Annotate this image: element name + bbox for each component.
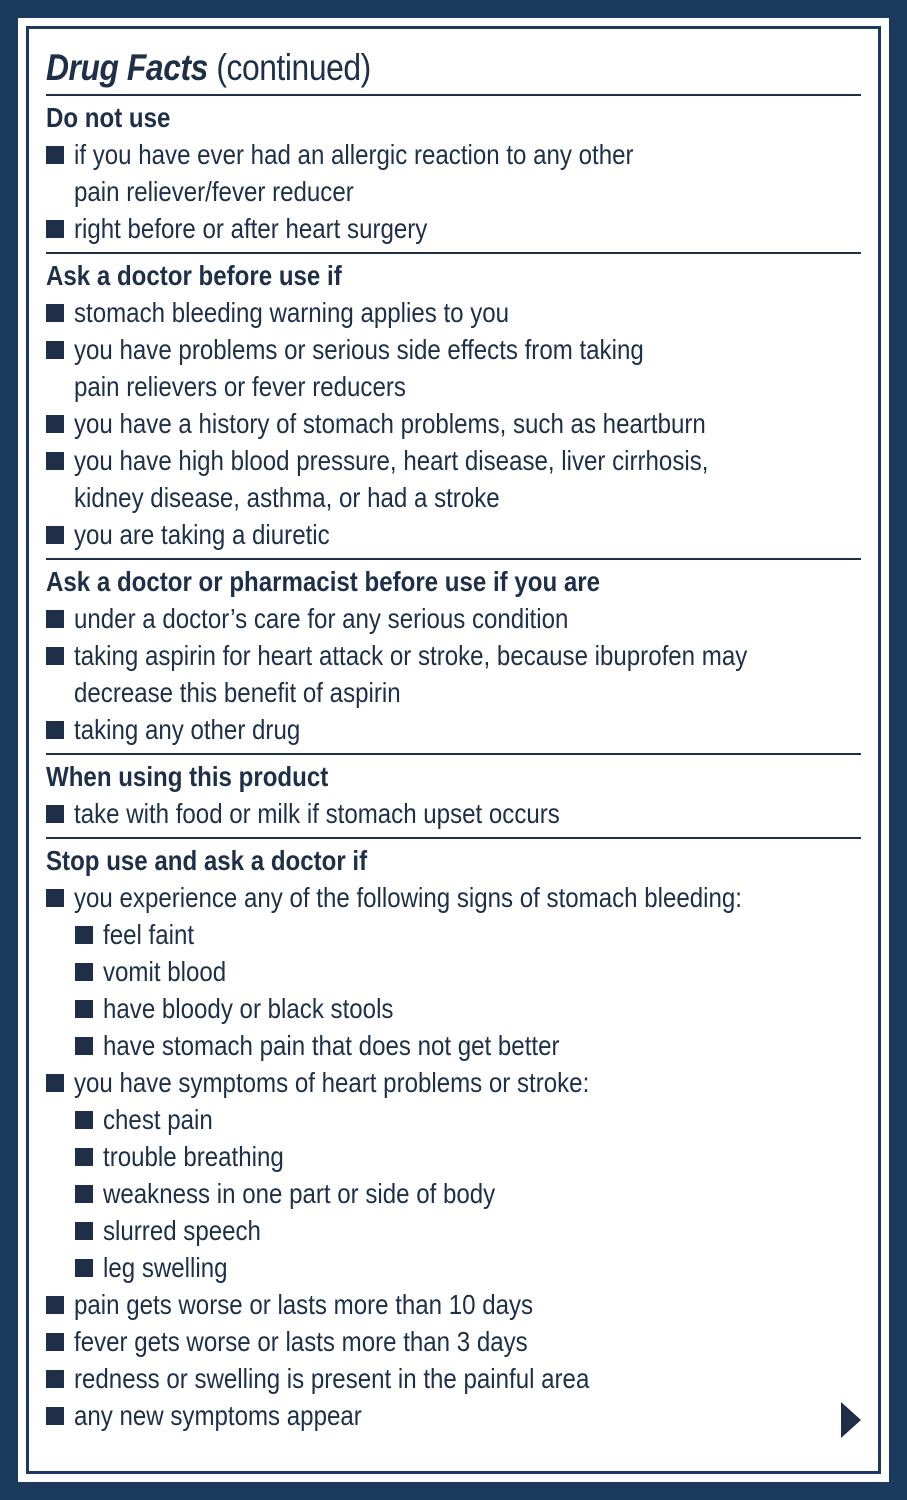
- square-bullet-icon: [46, 721, 64, 739]
- sub-list-item: [46, 1249, 861, 1286]
- item-text: take with food or milk if stomach upset occurs: [74, 798, 560, 829]
- sub-list-item: [46, 990, 861, 1027]
- list-item: [46, 879, 861, 916]
- item-text: taking aspirin for heart attack or stroke, because ibuprofen may: [74, 640, 748, 671]
- list-item: [46, 795, 861, 832]
- title-continued: (continued): [216, 47, 371, 88]
- square-bullet-icon: [75, 963, 93, 981]
- item-text: you have high blood pressure, heart disease, liver cirrhosis,: [74, 445, 709, 476]
- square-bullet-icon: [46, 526, 64, 544]
- sub-list-item: [46, 916, 861, 953]
- square-bullet-icon: [75, 1037, 93, 1055]
- square-bullet-icon: [46, 220, 64, 238]
- square-bullet-icon: [46, 805, 64, 823]
- section-heading: When using this product: [46, 761, 329, 792]
- list-item: [46, 210, 861, 247]
- square-bullet-icon: [75, 1222, 93, 1240]
- item-text: chest pain: [103, 1104, 213, 1135]
- item-text: pain gets worse or lasts more than 10 days: [74, 1289, 534, 1320]
- sub-list-item: [46, 1101, 861, 1138]
- square-bullet-icon: [46, 146, 64, 164]
- item-text: vomit blood: [103, 956, 227, 987]
- list-item: [46, 600, 861, 637]
- square-bullet-icon: [75, 1259, 93, 1277]
- sub-list-item: [46, 1138, 861, 1175]
- list-item: [46, 294, 861, 331]
- square-bullet-icon: [75, 1148, 93, 1166]
- list-item: [46, 711, 861, 748]
- section-ask-pharmacist: [46, 558, 861, 753]
- item-text: trouble breathing: [103, 1141, 284, 1172]
- list-item: [46, 1360, 861, 1397]
- item-text: redness or swelling is present in the painful area: [74, 1363, 590, 1394]
- list-item: [46, 1323, 861, 1360]
- sub-list-item: [46, 1175, 861, 1212]
- square-bullet-icon: [46, 1296, 64, 1314]
- item-text-continued: pain relievers or fever reducers: [74, 371, 406, 402]
- square-bullet-icon: [46, 1333, 64, 1351]
- list-item: [46, 442, 861, 516]
- item-text: you have a history of stomach problems, such as heartburn: [74, 408, 706, 439]
- square-bullet-icon: [46, 889, 64, 907]
- item-text-continued: kidney disease, asthma, or had a stroke: [74, 482, 500, 513]
- drug-facts-panel: [18, 18, 889, 1482]
- section-heading: Stop use and ask a doctor if: [46, 845, 368, 876]
- item-text: leg swelling: [103, 1252, 228, 1283]
- item-text: right before or after heart surgery: [74, 213, 428, 244]
- item-text: under a doctor’s care for any serious condition: [74, 603, 569, 634]
- sub-list-item: [46, 1212, 861, 1249]
- item-text: feel faint: [103, 919, 195, 950]
- square-bullet-icon: [46, 341, 64, 359]
- item-text: stomach bleeding warning applies to you: [74, 297, 510, 328]
- section-ask-doctor: [46, 252, 861, 558]
- item-text: taking any other drug: [74, 714, 301, 745]
- square-bullet-icon: [46, 1407, 64, 1425]
- list-item: [46, 1397, 861, 1434]
- list-item: [46, 637, 861, 711]
- item-text: if you have ever had an allergic reaction to any other: [74, 139, 634, 170]
- section-when-using: [46, 753, 861, 837]
- item-text: slurred speech: [103, 1215, 261, 1246]
- square-bullet-icon: [46, 1074, 64, 1092]
- drug-facts-title: [46, 42, 747, 94]
- arrow-right-icon: [841, 1402, 861, 1438]
- item-text-continued: decrease this benefit of aspirin: [74, 677, 401, 708]
- square-bullet-icon: [75, 1000, 93, 1018]
- square-bullet-icon: [75, 1185, 93, 1203]
- square-bullet-icon: [46, 647, 64, 665]
- item-text: any new symptoms appear: [74, 1400, 362, 1431]
- item-text: you are taking a diuretic: [74, 519, 330, 550]
- square-bullet-icon: [46, 304, 64, 322]
- section-stop-use: [46, 837, 861, 1439]
- item-text: you have symptoms of heart problems or stroke:: [74, 1067, 590, 1098]
- sub-list-item: [46, 1027, 861, 1064]
- square-bullet-icon: [46, 452, 64, 470]
- item-text-continued: pain reliever/fever reducer: [74, 176, 354, 207]
- list-item: [46, 136, 861, 210]
- square-bullet-icon: [75, 926, 93, 944]
- title-bold: Drug Facts: [46, 47, 208, 88]
- square-bullet-icon: [46, 610, 64, 628]
- square-bullet-icon: [46, 1370, 64, 1388]
- section-do-not-use: [46, 94, 861, 252]
- item-text: weakness in one part or side of body: [103, 1178, 496, 1209]
- item-text: have stomach pain that does not get better: [103, 1030, 560, 1061]
- sub-list-item: [46, 953, 861, 990]
- list-item: [46, 331, 861, 405]
- item-text: have bloody or black stools: [103, 993, 394, 1024]
- item-text: fever gets worse or lasts more than 3 days: [74, 1326, 528, 1357]
- item-text: you experience any of the following signs of stomach bleeding:: [74, 882, 742, 913]
- section-heading: Ask a doctor or pharmacist before use if you are: [46, 566, 601, 597]
- section-heading: Do not use: [46, 102, 171, 133]
- list-item: [46, 405, 861, 442]
- item-text: you have problems or serious side effects from taking: [74, 334, 644, 365]
- section-heading: Ask a doctor before use if: [46, 260, 342, 291]
- list-item: [46, 1286, 861, 1323]
- square-bullet-icon: [75, 1111, 93, 1129]
- square-bullet-icon: [46, 415, 64, 433]
- list-item: [46, 1064, 861, 1101]
- list-item: [46, 516, 861, 553]
